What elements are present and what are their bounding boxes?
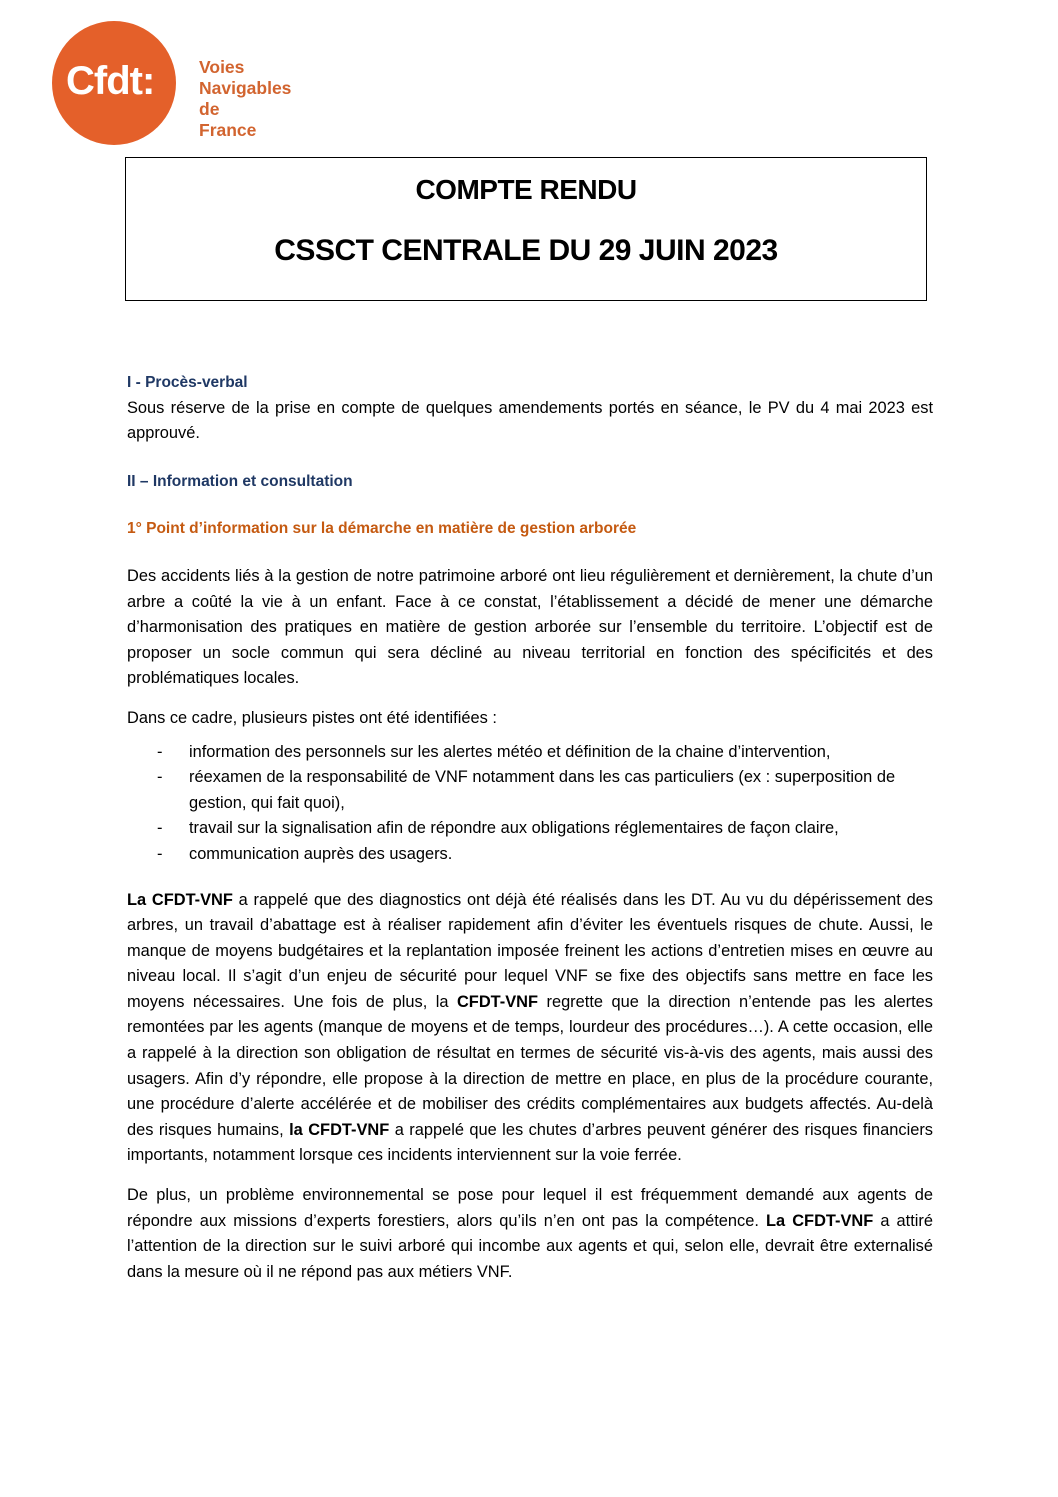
logo-org-name <box>199 57 312 141</box>
document-subtitle: CSSCT CENTRALE DU 29 JUIN 2023 <box>274 234 778 267</box>
list-item <box>127 740 933 766</box>
bullet-list <box>127 740 933 868</box>
subsection-heading-gestion-arboree: 1° Point d’information sur la démarche en matière de gestion arborée <box>127 520 637 538</box>
org-name: CFDT-VNF <box>456 992 539 1011</box>
paragraph-text: a attiré l’attention de la direction sur le suivi arboré qui incombe aux agents et qui, selon elle, devrait être externalisé dans la mesure où il ne répond pas aux métiers VNF. <box>127 1211 933 1281</box>
logo-line: Voies <box>199 57 245 77</box>
org-name: La CFDT-VNF <box>127 890 233 909</box>
paragraph: Dans ce cadre, plusieurs pistes ont été identifiées : <box>127 708 497 727</box>
cfdt-logo <box>52 21 312 145</box>
logo-line: France <box>199 120 257 140</box>
list-item-text: information des personnels sur les alertes météo et définition de la chaine d’intervention, <box>189 742 831 761</box>
paragraph: Des accidents liés à la gestion de notre patrimoine arboré ont lieu régulièrement et dernièrement, la chute d’un arbre a coûté la vie à un enfant. Face à ce constat, l’établissement a décidé de mener une démarche d’harmonisation des pratiques en matière de gestion arborée sur l’ensemble du territoire. L’objectif est de proposer un socle commun qui sera décliné au niveau territorial en fonction des spécificités et des problématiques locales. <box>127 566 933 688</box>
list-item-text: réexamen de la responsabilité de VNF notamment dans les cas particuliers (ex : superposition de gestion, qui fait quoi), <box>189 768 896 812</box>
dash-bullet-icon: - <box>157 819 163 838</box>
list-item <box>127 842 933 868</box>
dash-bullet-icon: - <box>157 742 163 761</box>
logo-line: Navigables de <box>199 78 292 119</box>
org-name: La CFDT-VNF <box>766 1211 874 1230</box>
section-heading-info: II – Information et consultation <box>127 472 353 490</box>
section-heading-pv: I - Procès-verbal <box>127 374 248 391</box>
title-box <box>125 157 927 301</box>
paragraph <box>127 888 933 1170</box>
paragraph-text: a rappelé que des diagnostics ont déjà été réalisés dans les DT. Au vu du dépérissement des arbres, un travail d’abattage est à réaliser rapidement afin d’éviter les éventuels risques de chute. Aussi, le manque de moyens budgétaires et la replantation imposée freinent les actions d’entretien mises en œuvre au niveau local. Il s’agit d’un enjeu de sécurité pour lequel VNF se fixe des objectifs sans mettre en face les moyens nécessaires. Une fois de plus, la <box>127 890 933 1011</box>
org-name: la CFDT-VNF <box>289 1120 390 1139</box>
logo-mark: Cfdt: <box>66 59 155 103</box>
document-body <box>127 370 933 1285</box>
list-item-text: travail sur la signalisation afin de répondre aux obligations réglementaires de façon claire, <box>189 819 839 838</box>
paragraph-text: a rappelé que les chutes d’arbres peuvent générer des risques financiers importants, notamment lorsque ces incidents interviennent sur la voie ferrée. <box>127 1120 933 1165</box>
paragraph-text: regrette que la direction n’entende pas les alertes remontées par les agents (manque de moyens et de temps, lourdeur des procédures…). A cette occasion, elle a rappelé à la direction son obligation de résultat en termes de sécurité vis-à-vis des agents, mais aussi des usagers. Afin d’y répondre, elle propose à la direction de mettre en place, en plus de la procédure courante, une procédure d’alerte accélérée et de mobiliser des crédits complémentaires aux budgets affectés. Au-delà des risques humains, <box>127 992 933 1139</box>
dash-bullet-icon: - <box>157 844 163 863</box>
list-item <box>127 765 933 816</box>
document-title: COMPTE RENDU <box>415 174 637 205</box>
pv-paragraph: Sous réserve de la prise en compte de quelques amendements portés en séance, le PV du 4 mai 2023 est approuvé. <box>127 398 933 443</box>
list-item <box>127 816 933 842</box>
paragraph <box>127 1183 933 1285</box>
list-item-text: communication auprès des usagers. <box>189 844 453 863</box>
paragraph-text: De plus, un problème environnemental se pose pour lequel il est fréquemment demandé aux agents de répondre aux missions d’experts forestiers, alors qu’ils n’en ont pas la compétence. <box>127 1186 933 1230</box>
dash-bullet-icon: - <box>157 768 163 787</box>
